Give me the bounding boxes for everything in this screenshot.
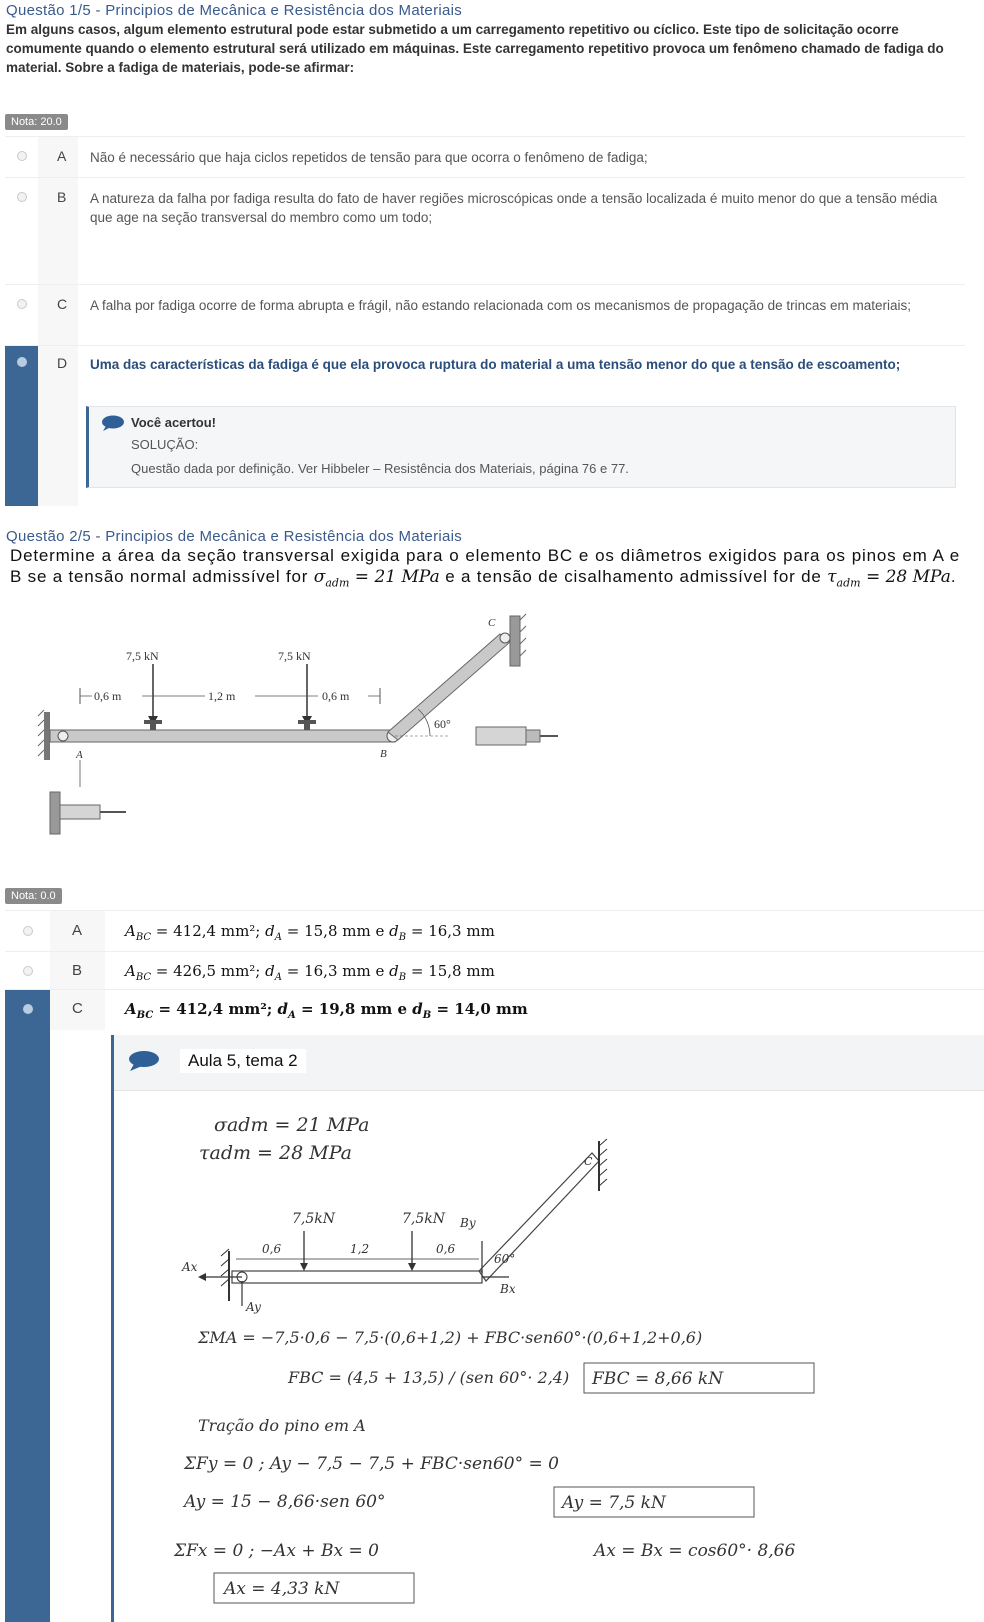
tau-symbol: τ [827,567,837,587]
q2-option-b-letter: B [72,962,83,979]
question-1-grade-badge: Nota: 20.0 [5,114,68,130]
hw-beam [232,1271,482,1283]
q1-option-d-letter: D [57,355,68,371]
q2-option-c-letter: C [72,1000,83,1017]
q1-option-d-radio[interactable] [17,357,27,367]
question-2-grade-badge: Nota: 0.0 [5,888,62,904]
q2-option-c[interactable] [5,989,984,1030]
question-2-text-end: . [950,567,957,586]
sigma-subscript: adm [325,576,350,590]
hw-c: C [584,1155,593,1168]
q1-option-b-text: A natureza da falha por fadiga resulta do fato de haver regiões microscópicas onde a tensão localizada é muito menor do que a tensão média que age na seção transversal do membro como um todo; [90,191,938,225]
hw-ay-eq: Ay = 15 − 8,66·sen 60° [184,1492,386,1512]
sigma-value: = 21 MPa [349,567,440,587]
pin-detail-a [50,792,60,834]
q1-option-a-radio[interactable] [17,151,27,161]
hw-dim-2: 1,2 [350,1242,370,1256]
question-2-text-part2: e a tensão de cisalhamento admissível for de [439,567,828,586]
speech-bubble-icon [128,1051,160,1071]
dim-label-2: 1,2 m [208,689,236,703]
pin-a [58,731,68,741]
q1-option-d-text: Uma das características da fadiga é que ela provoca ruptura do material a uma tensão menor do que a tensão de escoamento; [90,357,901,372]
q2-option-a-radio[interactable] [23,926,33,936]
hw-tau-adm: τadm = 28 MPa [199,1142,352,1164]
hw-ay: Ay [246,1300,261,1314]
hw-dim-1: 0,6 [262,1242,282,1256]
q1-option-c[interactable] [5,284,965,345]
hw-pin-a-heading: Tração do pino em A [198,1416,366,1435]
q1-option-a-text: Não é necessário que haja ciclos repetidos de tensão para que ocorra o fenômeno de fadiga; [90,150,648,165]
q1-option-b[interactable] [5,177,965,284]
q2-feedback-title: Aula 5, tema 2 [180,1049,306,1073]
hw-load-2: 7,5kN [402,1211,445,1227]
hw-fy-eq: ΣFy = 0 ; Ay − 7,5 − 7,5 + FBC·sen60° = 0 [184,1454,559,1474]
hw-ax-bx-eq: Ax = Bx = cos60°· 8,66 [594,1541,796,1561]
hw-moment-eq: ΣMA = −7,5·0,6 − 7,5·(0,6+1,2) + FBC·sen60°·(0,6+1,2+0,6) [198,1328,703,1347]
wall-a [44,712,50,760]
hw-angle: 60° [494,1252,516,1266]
pin-detail-b [476,727,526,745]
hw-fx-eq: ΣFx = 0 ; −Ax + Bx = 0 [174,1541,379,1561]
q1-option-b-radio[interactable] [17,192,27,202]
structure-figure [30,612,590,870]
q2-option-c-radio[interactable] [23,1004,33,1014]
sigma-symbol: σ [313,567,326,587]
q1-option-a-letter: A [57,148,67,164]
hw-dim-3: 0,6 [436,1242,456,1256]
q2-option-b-text: $A_{BC} = 426,5$ mm²; $d_A = 16,3$ mm e $d_B = 15,8$ mm [125,962,495,983]
q1-feedback-title: Você acertou! [131,415,217,430]
q1-option-b-letter: B [57,189,67,205]
q2-option-a[interactable] [5,910,984,951]
tau-subscript: adm [836,576,861,590]
question-1-text: Em alguns casos, algum elemento estrutural pode estar submetido a um carregamento repetitivo ou cíclico. Este tipo de solicitação ocorre comumente quando o elemento estrutural será utilizado em máquinas. Este carregamento repetitivo provoca um fenômeno chamado de fadiga do material. Sobre a fadiga de materiais, pode-se afirmar: [6,22,944,75]
hw-sigma-adm: σadm = 21 MPa [214,1114,370,1136]
q1-feedback-box [86,406,956,488]
wall-c [510,616,520,666]
q2-feedback-box [111,1035,984,1622]
dim-label-1: 0,6 m [94,689,122,703]
q2-selected-marker [5,1030,50,1622]
hw-ax-result: Ax = 4,33 kN [224,1579,340,1599]
tau-value: = 28 MPa [860,567,951,587]
q2-option-a-letter: A [72,922,83,939]
speech-bubble-icon [101,415,125,431]
q2-option-b[interactable] [5,951,984,989]
q1-feedback-text: Questão dada por definição. Ver Hibbeler – Resistência dos Materiais, página 76 e 77. [131,461,629,476]
hw-ax: Ax [182,1260,198,1274]
hw-ay-result: Ay = 7,5 kN [562,1493,666,1513]
hw-bx: Bx [500,1282,516,1296]
hw-fbc-eq: FBC = (4,5 + 13,5) / (sen 60°· 2,4) [288,1368,570,1387]
q1-option-c-text: A falha por fadiga ocorre de forma abrupta e frágil, não estando relacionada com os mecanismos de propagação de trincas em materiais; [90,298,911,313]
question-2-text-part1: Determine a área da seção transversal exigida para o elemento BC e os diâmetros exigidos para os pinos em A e B se a tensão normal admissível for [10,546,960,586]
handwritten-solution [114,1091,984,1622]
label-c: C [488,617,496,629]
q2-option-a-text: $A_{BC} = 412,4$ mm²; $d_A = 15,8$ mm e $d_B = 16,3$ mm [125,922,495,943]
pin-c [500,633,510,643]
hw-fbc-result: FBC = 8,66 kN [592,1369,724,1389]
hw-load-1: 7,5kN [292,1211,335,1227]
q2-option-b-radio[interactable] [23,966,33,976]
label-a: A [76,749,83,761]
beam-ab [50,730,395,742]
q1-option-c-radio[interactable] [17,299,27,309]
question-1-title: Questão 1/5 - Principios de Mecânica e Resistência dos Materiais [6,2,463,19]
load-label-1: 7,5 kN [126,649,159,663]
q1-option-c-letter: C [57,296,68,312]
dim-label-3: 0,6 m [322,689,350,703]
hw-by: By [460,1216,476,1230]
question-2-title: Questão 2/5 - Principios de Mecânica e Resistência dos Materiais [6,528,463,545]
angle-label: 60° [434,717,451,731]
q2-option-c-text: $A_{BC} = 412,4$ mm²; $d_A = 19,8$ mm e $d_B = 14,0$ mm [125,1000,528,1021]
load-label-2: 7,5 kN [278,649,311,663]
q1-option-a[interactable] [5,136,965,177]
label-b: B [380,748,387,760]
q1-feedback-label: SOLUÇÃO: [131,437,199,452]
question-2-text [10,545,960,593]
